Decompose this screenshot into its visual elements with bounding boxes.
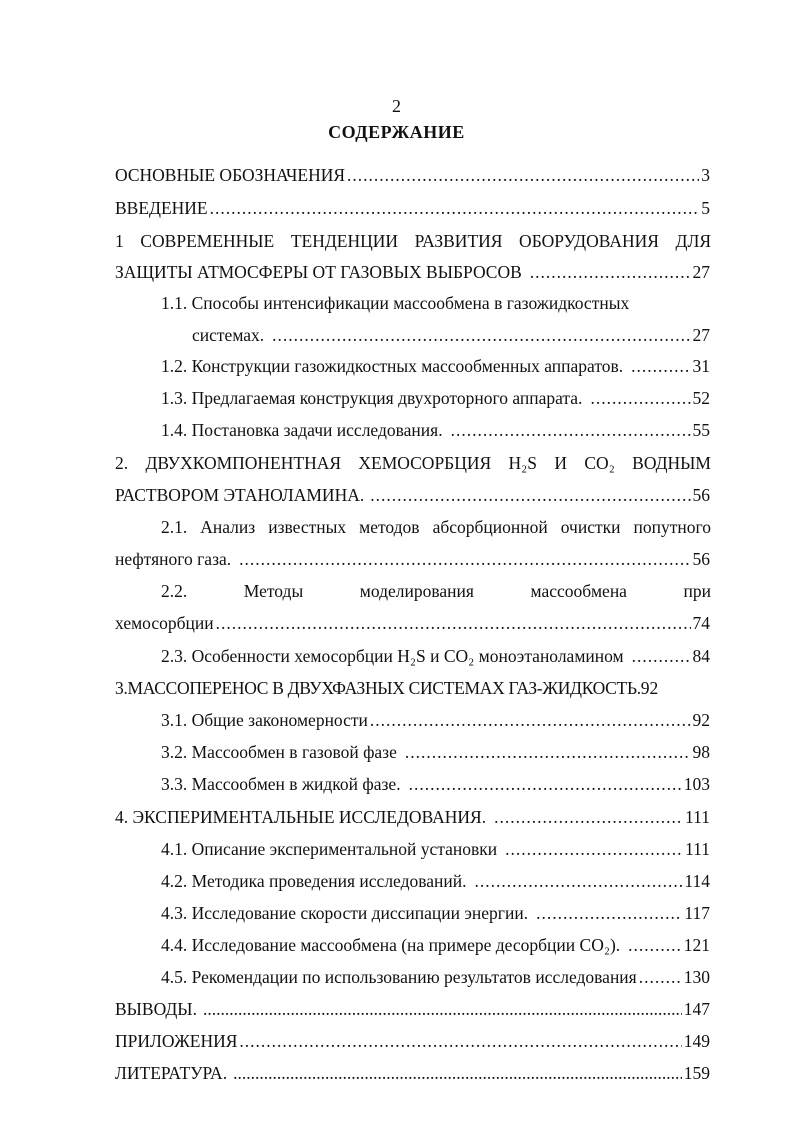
toc-entry-chapter-2-line1[interactable]: 2. ДВУХКОМПОНЕНТНАЯ ХЕМОСОРБЦИЯ H₂S И CO₂ ВОДНЫМ (115, 453, 711, 473)
toc-entry-label: ВЫВОДЫ. (115, 999, 197, 1019)
leader-dots (347, 164, 699, 186)
toc-entry-label: 1.1. Способы интенсификации массообмена в газожидкостных (161, 293, 630, 313)
toc-entry-2-2-line1[interactable] (161, 580, 711, 602)
toc-entry-chapter-4[interactable] (115, 806, 710, 828)
toc-entry-2-1-line1[interactable]: 2.1. Анализ известных методов абсорбционной очистки попутного (161, 517, 711, 537)
toc-word: 2.2. (161, 581, 188, 601)
toc-entry-page: 84 (692, 646, 710, 666)
toc-entry-2-3[interactable] (161, 645, 710, 667)
toc-entry-page: 103 (683, 774, 710, 794)
toc-entry-page: 111 (685, 807, 710, 827)
toc-entry-page: 27 (692, 325, 710, 345)
toc-word: Методы (243, 581, 304, 601)
leader-dots (530, 261, 691, 283)
leader-dots (216, 612, 691, 634)
toc-entry-page: 52 (692, 388, 710, 408)
toc-entry-page: 92 (692, 710, 710, 730)
toc-entry-4-3[interactable] (161, 902, 710, 924)
leader-dots (590, 387, 690, 409)
toc-entry-label: 4.3. Исследование скорости диссипации энергии. (161, 903, 529, 923)
toc-entry-1-4[interactable] (161, 419, 710, 441)
toc-entry-page: 56 (692, 549, 710, 569)
page-title: СОДЕРЖАНИЕ (328, 122, 465, 142)
leader-dots (628, 934, 682, 956)
leader-dots (210, 197, 700, 219)
leader-dots (505, 838, 683, 860)
toc-entry-label: системах. (192, 325, 265, 345)
leader-dots (536, 902, 682, 924)
toc-entry-2-2-line2[interactable] (115, 612, 710, 634)
toc-entry-label: 3.2. Массообмен в газовой фазе (161, 742, 397, 762)
toc-entry-page: 5 (701, 198, 710, 218)
toc-entry-chapter-3[interactable] (115, 677, 713, 699)
toc-entry-4-2[interactable] (161, 870, 710, 892)
toc-entry-label: ПРИЛОЖЕНИЯ (115, 1031, 238, 1051)
toc-entry-label: 4.2. Методика проведения исследований. (161, 871, 467, 891)
toc-word: массообмена (530, 581, 627, 601)
toc-entry-4-5[interactable] (161, 966, 710, 988)
toc-entry-3-1[interactable] (161, 709, 710, 731)
toc-entry-3-2[interactable] (161, 741, 710, 763)
toc-entry-label: 4.4. Исследование массообмена (на примере десорбции CO₂). (161, 935, 621, 955)
leader-dots (239, 1030, 681, 1052)
toc-entry-label: ОСНОВНЫЕ ОБОЗНАЧЕНИЯ (115, 165, 346, 185)
toc-entry-label: РАСТВОРОМ ЭТАНОЛАМИНА. (115, 485, 365, 505)
toc-entry-page: 74 (692, 613, 710, 633)
toc-entry-page: 147 (683, 999, 710, 1019)
leader-dots (203, 998, 682, 1020)
toc-entry-page: 121 (683, 935, 710, 955)
toc-entry-3-3[interactable] (161, 773, 710, 795)
toc-entry-page: 111 (685, 839, 710, 859)
toc-entry-appendices[interactable] (115, 1030, 710, 1052)
toc-entry-page: 117 (684, 903, 710, 923)
toc-entry-label: 4. ЭКСПЕРИМЕНТАЛЬНЫЕ ИССЛЕДОВАНИЯ. (115, 807, 487, 827)
toc-entry-label: 2.3. Особенности хемосорбции H₂S и CO₂ моноэтаноламином (161, 646, 624, 666)
toc-entry-label: нефтяного газа. (115, 549, 232, 569)
toc-entry-label: 3.МАССОПЕРЕНОС В ДВУХФАЗНЫХ СИСТЕМАХ ГАЗ-ЖИДКОСТЬ. (115, 678, 641, 698)
toc-entry-chapter-1-line1[interactable]: 1 СОВРЕМЕННЫЕ ТЕНДЕНЦИИ РАЗВИТИЯ ОБОРУДОВАНИЯ ДЛЯ (115, 231, 711, 251)
leader-dots (239, 548, 690, 570)
toc-entry-page: 159 (683, 1063, 710, 1083)
leader-dots (494, 806, 683, 828)
toc-entry-label: ЛИТЕРАТУРА. (115, 1063, 228, 1083)
toc-entry-page: 55 (692, 420, 710, 440)
toc-entry-label: ВВЕДЕНИЕ (115, 198, 208, 218)
toc-entry-4-1[interactable] (161, 838, 710, 860)
leader-dots (639, 966, 682, 988)
toc-entry-page: 130 (683, 967, 710, 987)
toc-entry-label: 3.3. Массообмен в жидкой фазе. (161, 774, 401, 794)
toc-entry-literature[interactable] (115, 1062, 710, 1084)
toc-word: моделирования (359, 581, 474, 601)
toc-entry-label: ЗАЩИТЫ АТМОСФЕРЫ ОТ ГАЗОВЫХ ВЫБРОСОВ (115, 262, 522, 282)
leader-dots (405, 741, 691, 763)
toc-entry-page: 31 (692, 356, 710, 376)
toc-entry-chapter-1-line2[interactable] (115, 261, 710, 283)
leader-dots (409, 773, 682, 795)
toc-entry-2-1-line2[interactable] (115, 548, 710, 570)
toc-entry-page: 98 (692, 742, 710, 762)
toc-entry-page: 92 (640, 678, 659, 698)
page-number: 2 (392, 96, 401, 116)
toc-entry-1-1-line1[interactable] (161, 292, 681, 314)
toc-entry-1-1-line2[interactable] (192, 324, 710, 346)
leader-dots (475, 870, 683, 892)
toc-entry-label: 4.5. Рекомендации по использованию результатов исследования (161, 967, 637, 987)
toc-entry-introduction[interactable] (115, 197, 710, 219)
leader-dots (451, 419, 691, 441)
toc-entry-label: хемосорбции (115, 613, 214, 633)
leader-dots (370, 484, 690, 506)
toc-entry-1-3[interactable] (161, 387, 710, 409)
toc-entry-page: 3 (701, 165, 710, 185)
toc-entry-page: 114 (684, 871, 710, 891)
toc-entry-page: 149 (683, 1031, 710, 1051)
toc-entry-page: 27 (692, 262, 710, 282)
toc-entry-4-4[interactable] (161, 934, 710, 956)
toc-word: при (683, 581, 711, 601)
leader-dots (272, 324, 690, 346)
leader-dots (233, 1062, 682, 1084)
toc-entry-label: 3.1. Общие закономерности (161, 710, 368, 730)
toc-entry-1-2[interactable] (161, 355, 710, 377)
toc-entry-label: 1.2. Конструкции газожидкостных массообменных аппаратов. (161, 356, 624, 376)
toc-entry-main-notation[interactable] (115, 164, 710, 186)
toc-entry-page: 56 (692, 485, 710, 505)
toc-entry-label: 1.3. Предлагаемая конструкция двухроторного аппарата. (161, 388, 583, 408)
toc-entry-label: 1.4. Постановка задачи исследования. (161, 420, 443, 440)
toc-entry-label: 4.1. Описание экспериментальной установки (161, 839, 498, 859)
leader-dots (631, 355, 690, 377)
toc-entry-conclusions[interactable] (115, 998, 710, 1020)
toc-entry-chapter-2-line2[interactable] (115, 484, 710, 506)
leader-dots (632, 645, 691, 667)
leader-dots (370, 709, 691, 731)
